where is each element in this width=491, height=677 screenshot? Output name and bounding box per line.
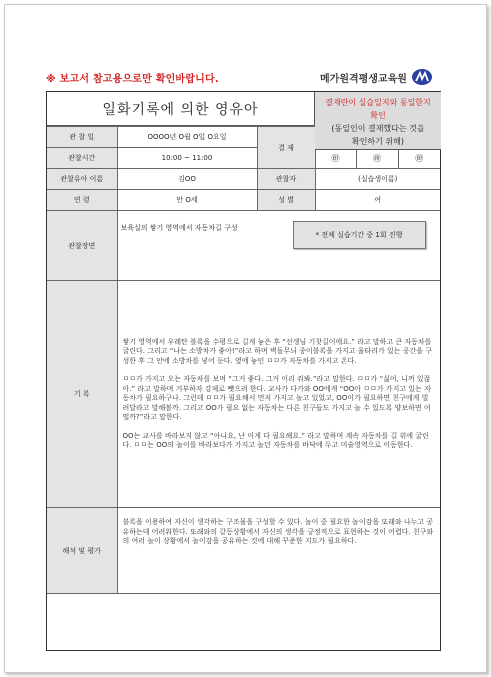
stamp-mark: ㊞: [331, 153, 340, 163]
gender-value: 여: [315, 190, 440, 211]
approval-note-line: (동일인이 결재했다는 것을: [331, 124, 425, 133]
date-label: 관 찰 일: [47, 127, 117, 148]
form-title: 일화기록에 의한 영유아: [47, 92, 315, 126]
scene-cell: [117, 211, 440, 281]
session-note-box: * 전체 실습기간 중 1회 진행: [293, 221, 426, 249]
org-name: 메가원격평생교육원: [320, 73, 407, 85]
scene-value: 보육실의 쌓기 영역에서 자동차길 구성: [120, 224, 238, 232]
stamp-mark: ㊞: [415, 153, 424, 163]
time-label: 관찰시간: [47, 148, 117, 169]
approval-note-line: 확인하기 위해): [351, 137, 405, 146]
org-logo-icon: [411, 68, 433, 86]
observer-label: 관찰자: [257, 169, 315, 190]
date-value: OOOO년 O월 O일 O요일: [117, 127, 257, 148]
gender-label: 성 별: [257, 190, 315, 211]
approval-note-box: [315, 92, 441, 150]
scene-content: [118, 211, 441, 280]
time-value: 10:00 ~ 11:00: [117, 148, 257, 169]
age-label: 연 령: [47, 190, 117, 211]
approval-label: 결 재: [257, 127, 315, 169]
reference-notice: ※ 보고서 참고용으로만 확인바랍니다.: [46, 74, 219, 85]
approval-note-line: 확인: [370, 111, 386, 120]
approval-stamp-cell: [356, 148, 398, 169]
interp-value: 블록을 이용하여 자신이 생각하는 구조물을 구성할 수 있다. 놀이 중 필요한 놀이감을 또래와 나누고 공유하는데 어려워한다. 또래와의 갈등상황에서 자신의 생각을 긍정적으로 표현하는 것이 어렵다. 친구와의 여러 놀이 상황에서 놀이감을 공유하는 것에 대해 꾸준한 지도가 필요하다.: [122, 518, 434, 545]
interp-label: 해석 및 평가: [47, 508, 117, 594]
observer-value: (실습생이름): [315, 169, 440, 190]
stamp-mark: ㊞: [373, 153, 381, 163]
child-name-value: 김OO: [117, 169, 257, 190]
org-header: [320, 68, 433, 86]
scene-label: 관찰장면: [47, 211, 117, 281]
approval-stamp-cell: [315, 148, 356, 169]
approval-stamp-cell: [398, 148, 440, 169]
child-name-label: 관찰유아 이름: [47, 169, 117, 190]
interp-cell: [117, 508, 440, 594]
form-table: [47, 126, 440, 594]
observation-form: [46, 91, 441, 651]
age-value: 만 O세: [117, 190, 257, 211]
record-cell: [117, 281, 440, 508]
record-paragraph: ㅁㅁ가 가지고 오는 자동차를 보며 “그거 좋다. 그거 이리 줘봐.”라고 말한다. ㅁㅁ가 “싫어, 니꺼 있잖아.” 라고 말하며 거부하자 강제로 뺏으려 한다. 교사가 다가와 OO에게 “OO아 ㅁㅁ가 가지고 있는 자동차가 필요하구나. 그런데 ㅁㅁ가 필요해서 먼저 가지고 놀고 있었고, OO이가 필요하면 친구에게 빌려달라고 말해볼까. 그리고 OO가 필요 없는 자동차는 다른 친구들도 가지고 놀 수 있도록 양보하면 어떨까?”라고 말한다.: [122, 375, 431, 421]
approval-note-line: 결재란이 실습일지와 동일한지: [325, 98, 431, 107]
record-paragraph: OO는 교사를 바라보지 않고 “아니요, 난 이게 다 필요해요.” 라고 말하며 계속 자동차를 길 위에 굴린다. ㅁㅁ는 OO의 놀이를 바라보다가 가지고 놀던 자동차를 바닥에 두고 미술영역으로 이동한다.: [122, 431, 429, 449]
record-paragraph: 쌓기 영역에서 우레탄 블록을 수평으로 길게 놓은 후 “선생님 기찻길이에요.” 라고 말하고 큰 자동차를 굴린다. 그리고 “나는 소방차가 좋아!”라고 하며 벽돌무늬 종이블록을 가지고 울타리가 있는 공간을 구성한 후 그 안에 소방차를 넣어 둔다. 옆에 놓인 ㅁㅁ가 자동차를 가지고 온다.: [122, 337, 432, 365]
record-label: 기 록: [47, 281, 117, 508]
record-body: [120, 334, 439, 455]
